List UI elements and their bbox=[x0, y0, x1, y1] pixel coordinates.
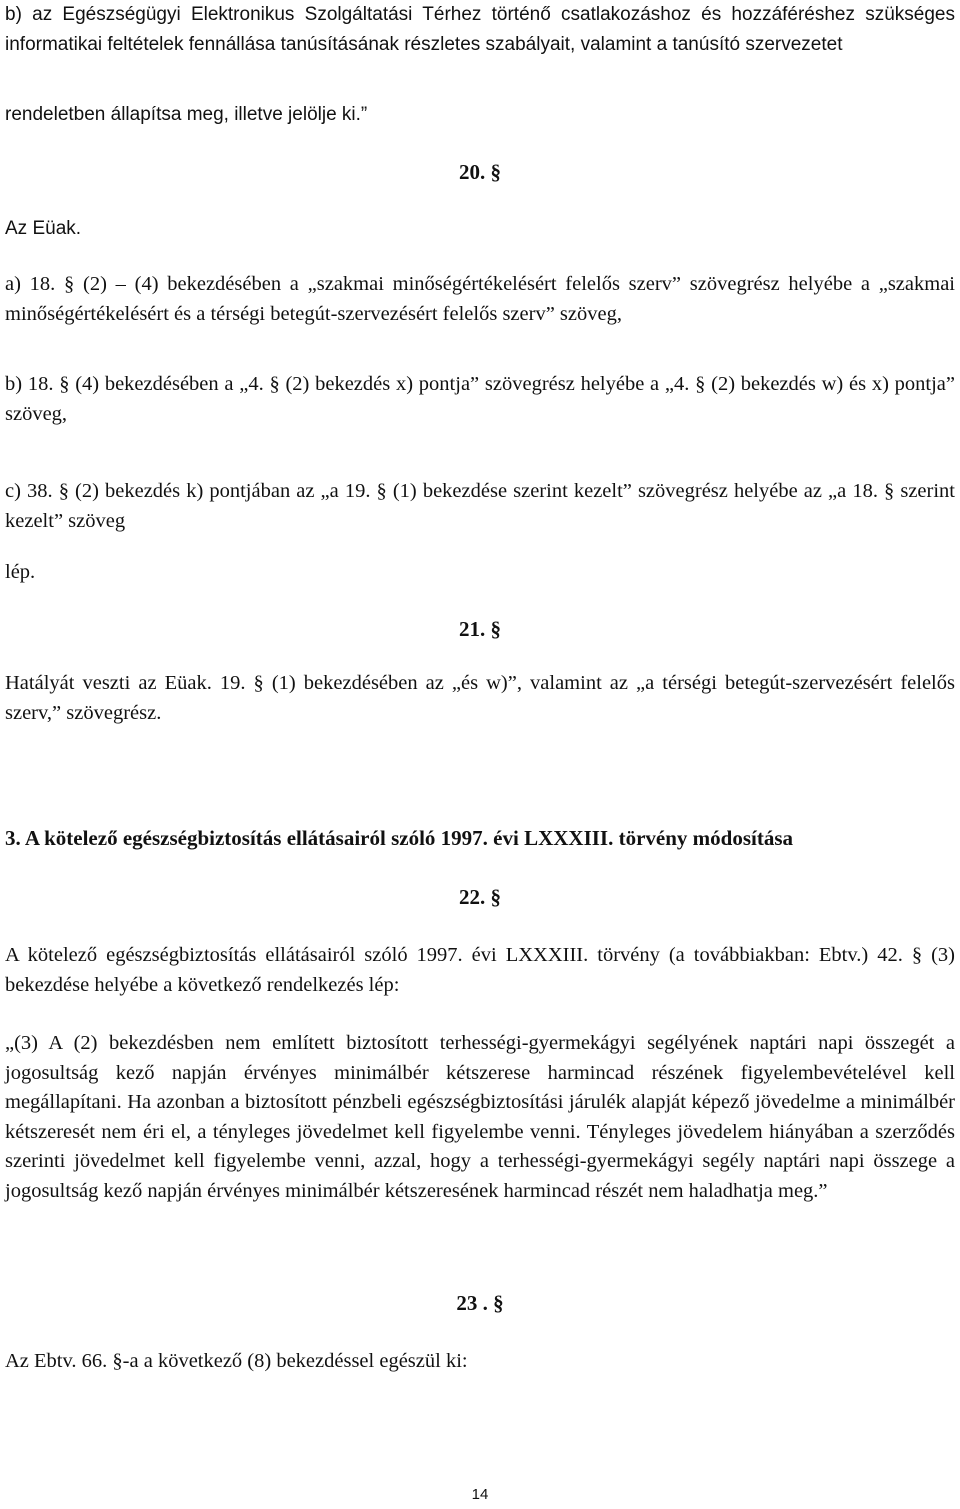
quoted-paragraph-3: „(3) A (2) bekezdésben nem említett biztosított terhességi-gyermekágyi segélyének naptári napi összegét a jogosultság kező napján érvényes minimálbér kétszerese harmincad részének figyelembevételével kell megállapítani. Ha azonban a biztosított pénzbeli egészségbiztosítási járulék alapját képező jövedelme a minimálbér kétszeresét nem éri el, a tényleges jövedelmet kell figyelembe venni. Tényleges jövedelem hiányában a szerződés szerinti jövedelmet kell figyelembe venni, azzal, hogy a terhességi-gyermekágyi segély naptári napi összege a jogosultság kező napján érvényes minimálbér kétszeresének harmincad részét nem haladhatja meg.” bbox=[5, 1032, 955, 1202]
section-20-heading: 20. § bbox=[459, 160, 501, 184]
section-23-heading: 23 . § bbox=[456, 1291, 504, 1315]
item-a: a) 18. § (2) – (4) bekezdésében a „szakmai minőségértékelésért felelős szerv” szövegrész helyébe a „szakmai minőségértékelésért és a térségi betegút-szervezésért felelős szerv” szöveg, bbox=[5, 273, 955, 325]
page-number: 14 bbox=[471, 1486, 489, 1503]
section-21-heading: 21. § bbox=[459, 617, 501, 641]
paragraph-21: Hatályát veszti az Eüak. 19. § (1) bekezdésében az „és w)”, valamint az „a térségi betegút-szervezésért felelős szerv,” szövegrész. bbox=[5, 672, 955, 724]
item-b: b) 18. § (4) bekezdésében a „4. § (2) bekezdés x) pontja” szövegrész helyébe a „4. § (2) bekezdés w) és x) pontja” szöveg, bbox=[5, 373, 955, 425]
paragraph-23: Az Ebtv. 66. §-a a következő (8) bekezdéssel egészül ki: bbox=[5, 1350, 468, 1372]
paragraph-22: A kötelező egészségbiztosítás ellátásairól szóló 1997. évi LXXXIII. törvény (a továbbiakban: Ebtv.) 42. § (3) bekezdése helyébe a következő rendelkezés lép: bbox=[5, 944, 955, 996]
paragraph-b-continuation: rendeletben állapítsa meg, illetve jelölje ki.” bbox=[5, 104, 368, 125]
lep-text: lép. bbox=[5, 561, 36, 583]
paragraph-b: b) az Egészségügyi Elektronikus Szolgáltatási Térhez történő csatlakozáshoz és hozzáféréshez szükséges informatikai feltételek fennállása tanúsításának részletes szabályait, valamint a tanúsító szervezetet bbox=[5, 4, 955, 55]
chapter-3-heading: 3. A kötelező egészségbiztosítás ellátásairól szóló 1997. évi LXXXIII. törvény módosítása bbox=[5, 826, 794, 850]
euak-intro: Az Eüak. bbox=[5, 218, 82, 239]
item-c: c) 38. § (2) bekezdés k) pontjában az „a 19. § (1) bekezdése szerint kezelt” szövegrész helyébe az „a 18. § szerint kezelt” szöveg bbox=[5, 480, 955, 532]
section-22-heading: 22. § bbox=[459, 885, 501, 909]
